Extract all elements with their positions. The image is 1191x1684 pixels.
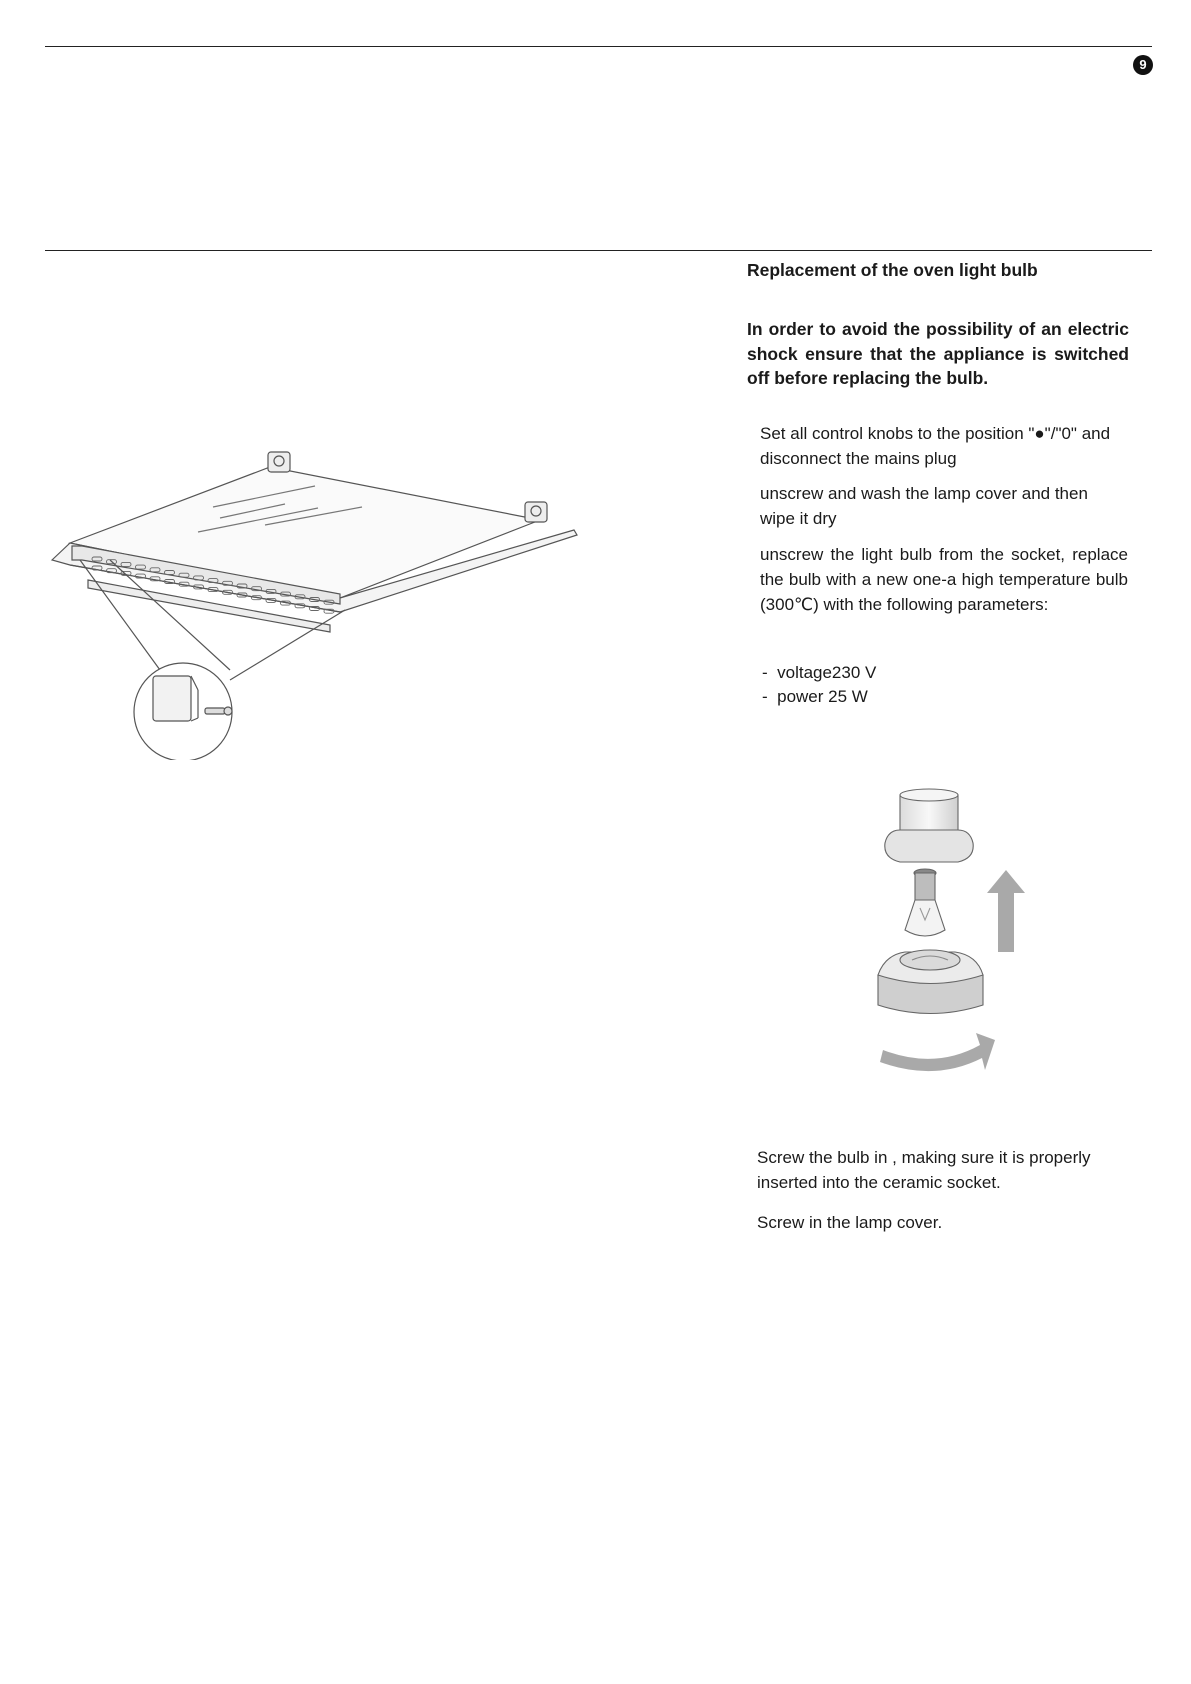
bulb-socket [878, 950, 983, 1014]
up-arrow-icon [987, 870, 1025, 952]
bulb-parameters-list [762, 661, 876, 709]
lamp-cover [885, 789, 973, 862]
light-bulb [905, 869, 945, 936]
safety-warning: In order to avoid the possibility of an electric shock ensure that the appliance is switched off before replacing the bulb. [747, 319, 1129, 388]
door-hinge-left [268, 452, 290, 472]
oven-door-illustration [45, 440, 585, 760]
instruction-step: unscrew the light bulb from the socket, replace the bulb with a new one-a high temperature bulb (300℃) with the following parameters: [760, 545, 1128, 614]
detail-callout-circle [134, 663, 232, 760]
instruction-step: Set all control knobs to the position "●"/"0" and disconnect the mains plug [760, 424, 1111, 468]
parameter-item: - voltage230 V [762, 661, 876, 685]
instruction-step: unscrew and wash the lamp cover and then wipe it dry [760, 484, 1088, 528]
instruction-step: Screw the bulb in , making sure it is properly inserted into the ceramic socket. [757, 1148, 1091, 1192]
bulb-replacement-illustration [868, 772, 1028, 1072]
door-hinge-right [525, 502, 547, 522]
section-divider [45, 250, 1152, 251]
rotate-arrow-icon [880, 1033, 995, 1071]
parameter-item: - power 25 W [762, 685, 876, 709]
instruction-step: Screw in the lamp cover. [757, 1213, 943, 1232]
page-number-badge: 9 [1133, 55, 1153, 75]
header-divider [45, 46, 1152, 47]
section-title: Replacement of the oven light bulb [747, 260, 1038, 280]
